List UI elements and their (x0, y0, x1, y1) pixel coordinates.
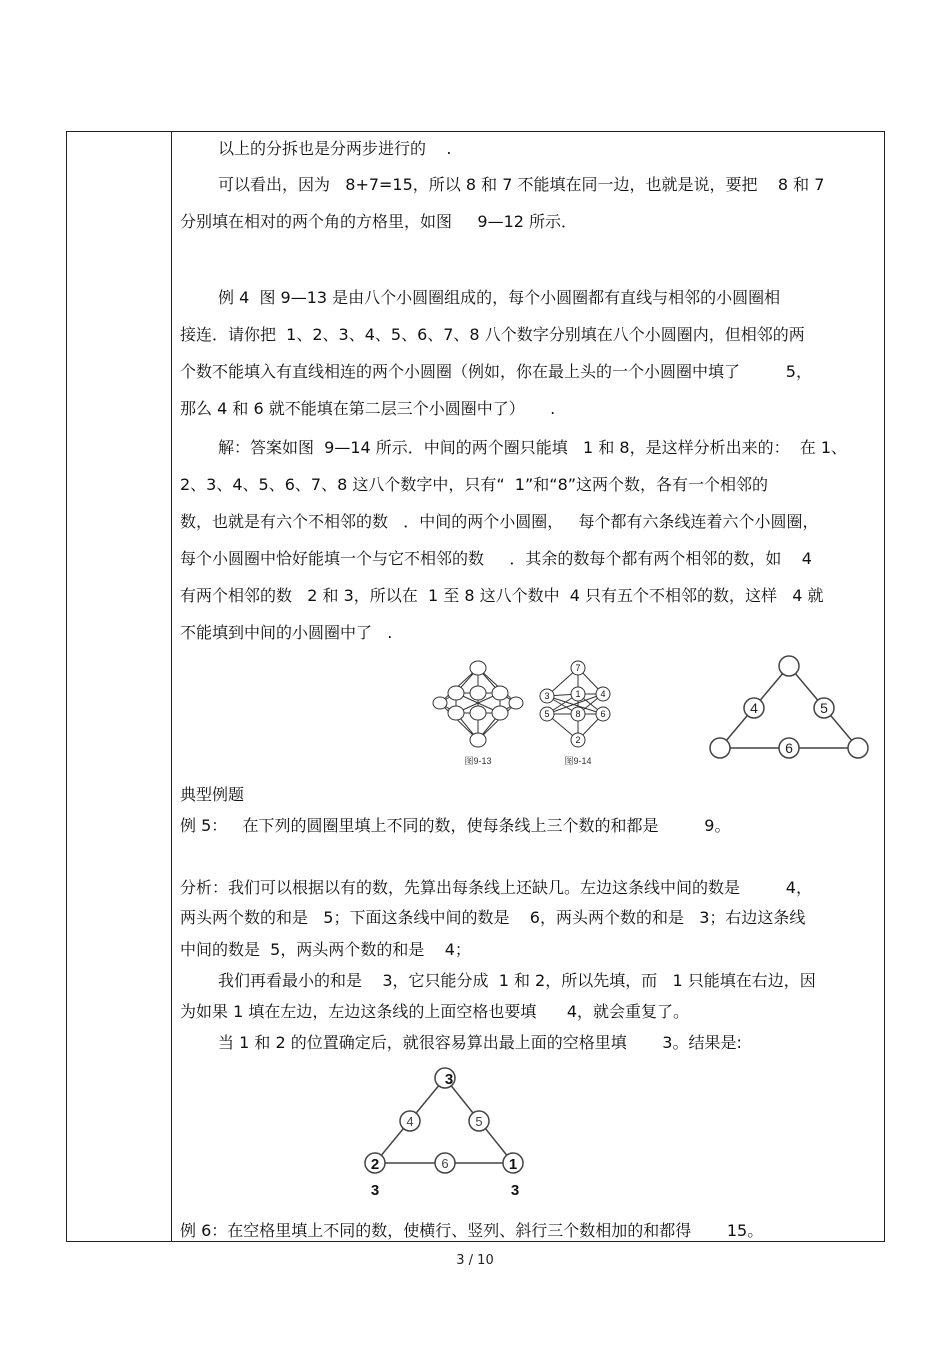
node-circle (470, 733, 486, 747)
text-line: 我们再看最小的和是 3，它只能分成 1 和 2，所以先填，而 1 只能填在右边，因 (218, 971, 816, 990)
node-number: 5 (820, 700, 828, 716)
node-number: 2 (575, 735, 581, 745)
text-line: 每个小圆圈中恰好能填一个与它不相邻的数 ．其余的数每个都有两个相邻的数，如 4 (180, 549, 812, 568)
node-number: 6 (441, 1156, 449, 1171)
node-number: 2 (370, 1156, 380, 1173)
section-heading: 典型例题 (180, 785, 245, 804)
figure-9-13 (432, 656, 524, 770)
text-line: 为如果 1 填在左边，左边这条线的上面空格也要填 4，就会重复了。 (180, 1002, 690, 1021)
node-circle (470, 706, 486, 720)
text-line: 有两个相邻的数 2 和 3，所以在 1 至 8 这八个数中 4 只有五个不相邻的数，这样 4 就 (180, 586, 824, 605)
sum-label: 3 (510, 1182, 520, 1199)
node-number: 4 (600, 689, 606, 699)
text-line: 数，也就是有六个不相邻的数 ．中间的两个小圆圈， 每个都有六条线连着六个小圆圈， (180, 512, 819, 531)
node-number: 7 (575, 663, 581, 673)
node-number: 4 (406, 1114, 414, 1129)
text-line: 个数不能填入有直线相连的两个小圆圈（例如，你在最上头的一个小圆圈中填了 5， (180, 362, 812, 381)
node-circle (448, 686, 464, 700)
triangle-diagram-1 (700, 650, 880, 766)
text-line: 当 1 和 2 的位置确定后，就很容易算出最上面的空格里填 3。结果是: (218, 1033, 742, 1052)
text-line: 中间的数是 5，两头两个数的和是 4； (180, 940, 471, 959)
node-number: 8 (575, 709, 581, 719)
example-5-heading: 例 5： 在下列的圆圈里填上不同的数，使每条线上三个数的和都是 9。 (180, 816, 731, 835)
node-circle (492, 686, 508, 700)
node-number: 6 (600, 709, 606, 719)
node-number: 3 (544, 691, 550, 701)
node-circle (492, 706, 508, 720)
node-circle (710, 738, 730, 758)
text-line: 可以看出，因为 8+7=15，所以 8 和 7 不能填在同一边，也就是说，要把 8 和 7 (218, 175, 825, 194)
text-line: 以上的分拆也是分两步进行的 . (218, 139, 452, 158)
figure-caption: 图9-13 (464, 756, 492, 766)
text-line: 那么 4 和 6 就不能填在第二层三个小圆圈中了） . (180, 399, 556, 418)
text-line: 2、3、4、5、6、7、8 这八个数字中，只有“ 1”和“8”这两个数，各有一个相邻的 (180, 475, 769, 494)
node-number: 6 (785, 740, 793, 756)
example-6-heading: 例 6：在空格里填上不同的数，使横行、竖列、斜行三个数相加的和都得 15。 (180, 1221, 764, 1240)
example-4-heading: 例 4 图 9—13 是由八个小圆圈组成的，每个小圆圈都有直线与相邻的小圆圈相 (218, 288, 781, 307)
text-line: 接连．请你把 1、2、3、4、5、6、7、8 八个数字分别填在八个小圆圈内，但相邻的两 (180, 325, 805, 344)
node-circle (509, 697, 523, 709)
text-line: 分别填在相对的两个角的方格里，如图 9—12 所示． (180, 212, 578, 231)
text-line: 不能填到中间的小圆圈中了 . (180, 623, 393, 642)
node-circle (470, 661, 486, 675)
sum-label: 3 (370, 1182, 380, 1199)
node-number: 5 (544, 709, 550, 719)
node-circle (779, 656, 799, 676)
node-circle (470, 686, 486, 700)
figure-caption: 图9-14 (564, 756, 592, 766)
node-circle (433, 697, 447, 709)
node-number: 5 (475, 1114, 483, 1129)
column-divider (171, 132, 172, 1241)
figure-9-14 (535, 656, 621, 770)
analysis-paragraph: 分析：我们可以根据以有的数，先算出每条线上还缺几。左边这条线中间的数是 4， (180, 878, 812, 897)
node-circle (448, 706, 464, 720)
node-number: 3 (444, 1071, 454, 1088)
node-number: 1 (575, 689, 581, 699)
solution-paragraph: 解：答案如图 9—14 所示．中间的两个圈只能填 1 和 8，是这样分析出来的： 在 1、 (218, 438, 848, 457)
node-number: 1 (508, 1156, 518, 1173)
node-circle (848, 738, 868, 758)
triangle-diagram-2 (355, 1062, 535, 1202)
page-number: 3 / 10 (456, 1253, 494, 1268)
text-line: 两头两个数的和是 5；下面这条线中间的数是 6，两头两个数的和是 3；右边这条线 (180, 908, 806, 927)
node-number: 4 (750, 700, 758, 716)
